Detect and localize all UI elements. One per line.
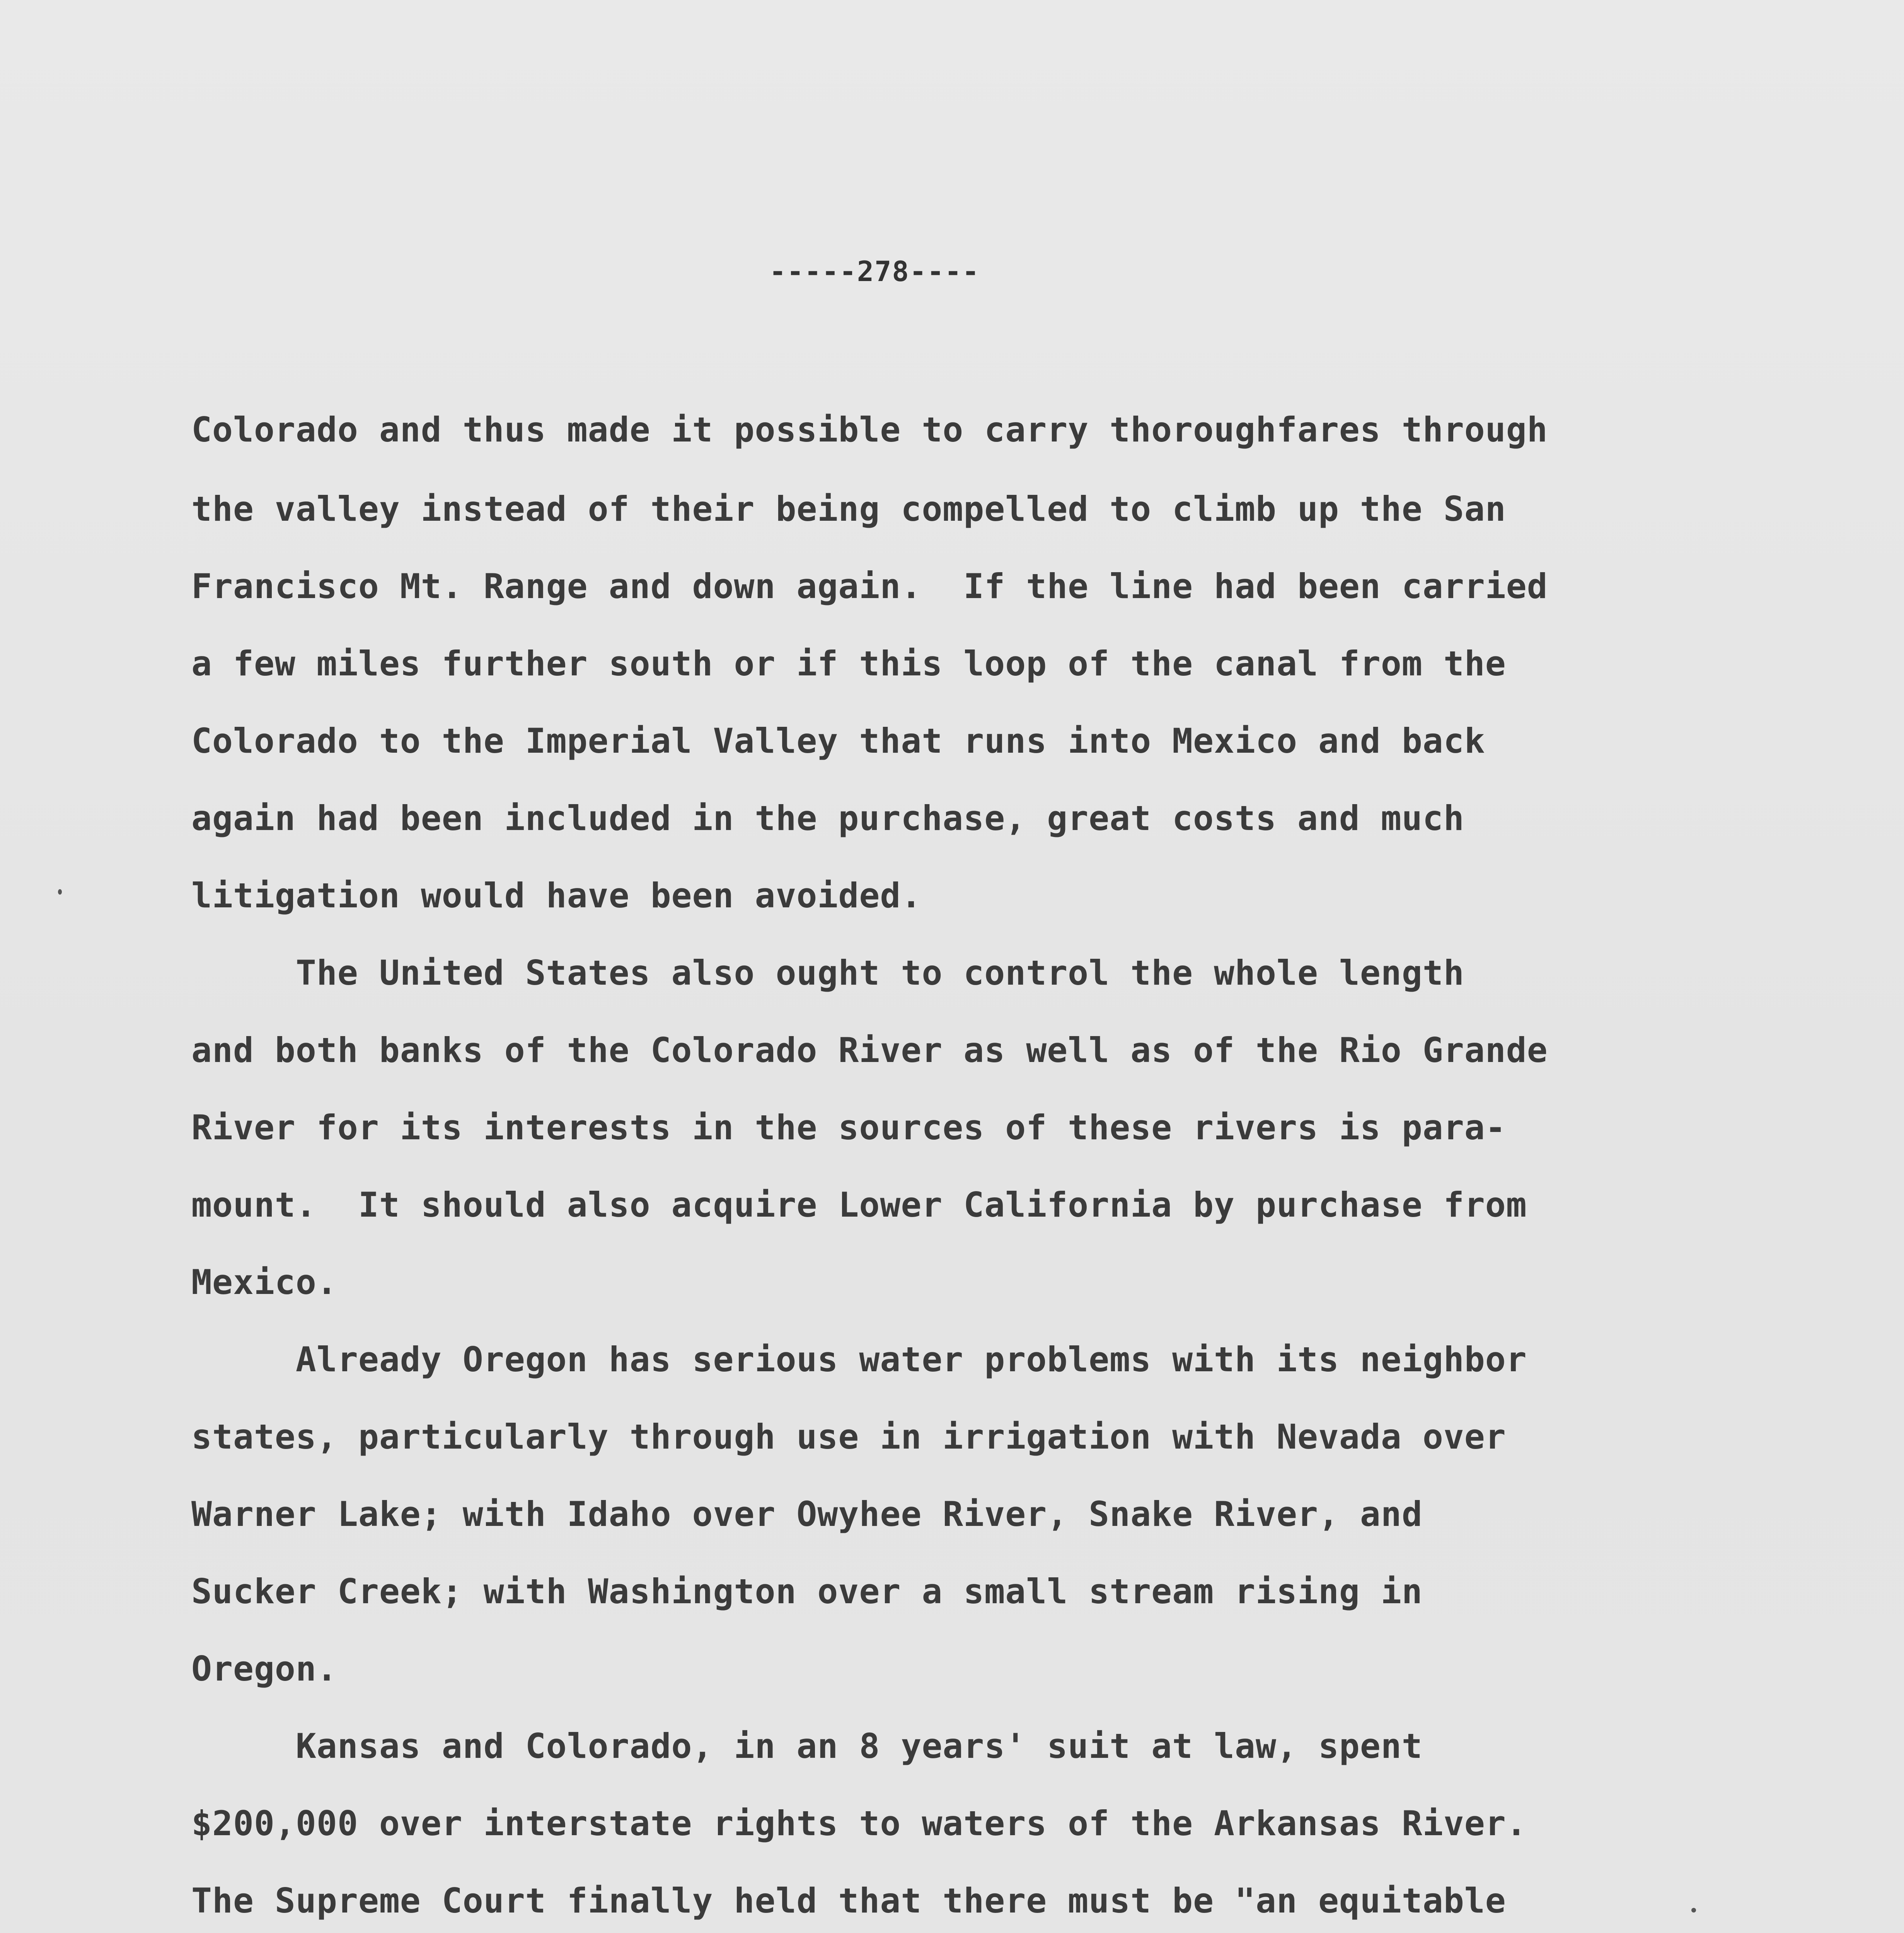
text-line: The United States also ought to control the whole length [191,953,1464,993]
text-line: the valley instead of their being compelled to climb up the San [191,489,1506,529]
text-line: Colorado and thus made it possible to carry thoroughfares through [191,410,1548,450]
text-line: mount. It should also acquire Lower California by purchase from [191,1185,1527,1225]
text-line: Francisco Mt. Range and down again. If the line had been carried [191,566,1548,606]
text-line: again had been included in the purchase, great costs and much [191,798,1464,838]
text-line: a few miles further south or if this loop of the canal from the [191,644,1506,684]
text-line: litigation would have been avoided. [191,876,922,915]
text-line: Sucker Creek; with Washington over a small stream rising in [191,1572,1423,1611]
text-line: states, particularly through use in irrigation with Nevada over [191,1417,1506,1457]
text-line: Colorado to the Imperial Valley that runs into Mexico and back [191,721,1485,761]
text-line: Mexico. [191,1262,338,1302]
text-line: Kansas and Colorado, in an 8 years' suit at law, spent [191,1726,1423,1766]
text-line: River for its interests in the sources of these rivers is para- [191,1108,1506,1147]
text-line: and both banks of the Colorado River as well as of the Rio Grande [191,1030,1548,1070]
text-line: The Supreme Court finally held that there must be "an equitable [191,1881,1506,1921]
text-line: Already Oregon has serious water problems with its neighbor [191,1340,1527,1379]
text-line: $200,000 over interstate rights to waters of the Arkansas River. [191,1803,1527,1843]
paper-speck [58,889,62,895]
text-line: Oregon. [191,1649,338,1689]
page-number: -----278---- [769,255,980,288]
text-line: Warner Lake; with Idaho over Owyhee River, Snake River, and [191,1494,1423,1534]
paper-speck [1691,1908,1696,1913]
